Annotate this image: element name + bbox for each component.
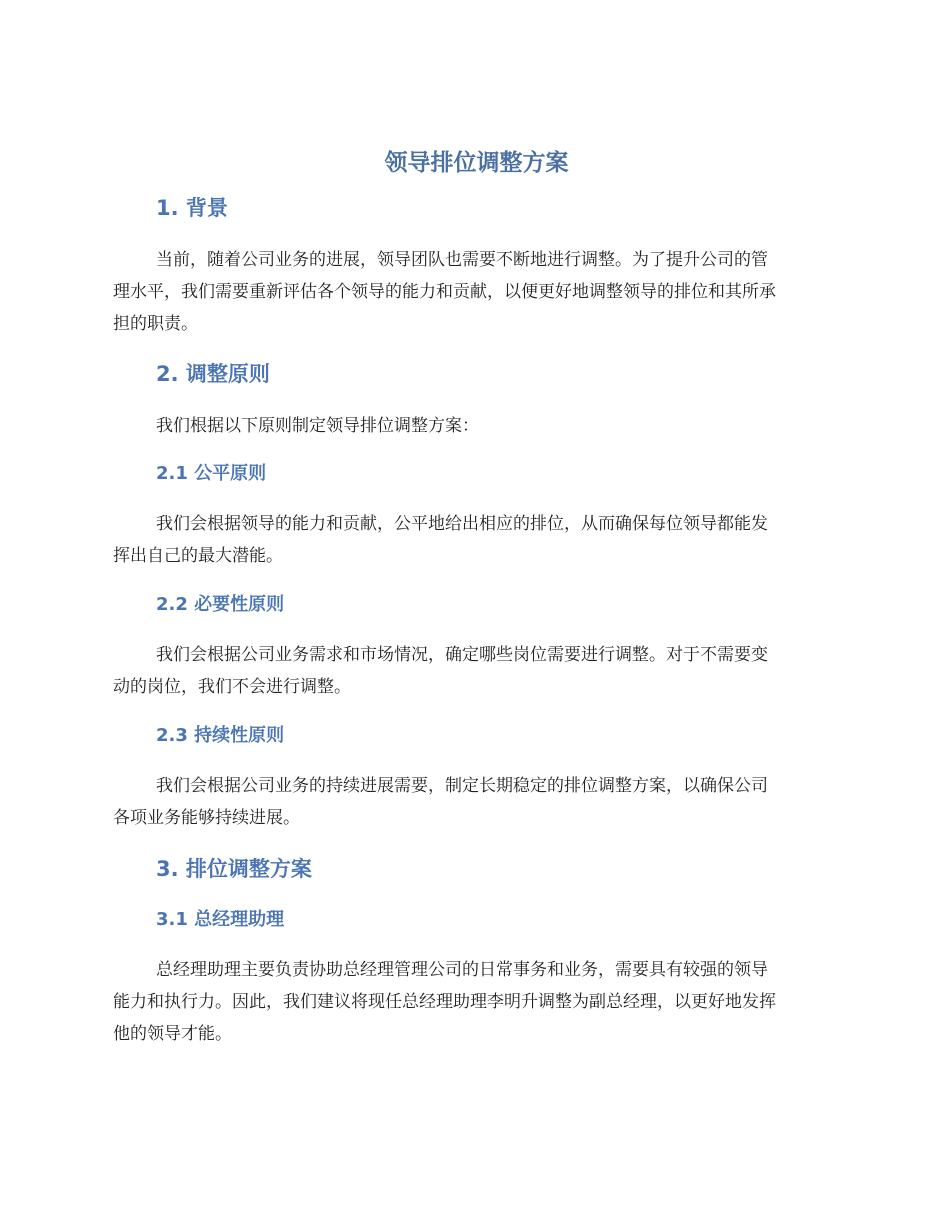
document-content <box>113 146 840 1050</box>
document-title: 领导排位调整方案 <box>384 150 569 176</box>
section-heading-background: 1. 背景 <box>156 196 228 220</box>
paragraph-line: 各项业务能够持续进展。 <box>113 808 300 828</box>
paragraph-line: 能力和执行力。因此，我们建议将现任总经理助理李明升调整为副总经理，以更好地发挥 <box>113 992 776 1012</box>
subsection-heading-sustainability: 2.3 持续性原则 <box>156 725 285 746</box>
paragraph-line: 我们会根据公司业务需求和市场情况，确定哪些岗位需要进行调整。对于不需要变 <box>156 645 768 665</box>
subsection-fairness-paragraph <box>113 508 840 572</box>
paragraph-line: 他的领导才能。 <box>113 1024 232 1044</box>
section-heading-principles: 2. 调整原则 <box>156 362 270 386</box>
subsection-heading-gm-assistant: 3.1 总经理助理 <box>156 909 285 930</box>
section-principles-intro <box>113 410 840 442</box>
paragraph-line: 我们会根据领导的能力和贡献，公平地给出相应的排位，从而确保每位领导都能发 <box>156 514 768 534</box>
paragraph-line: 我们根据以下原则制定领导排位调整方案： <box>156 416 479 436</box>
paragraph-line: 当前，随着公司业务的进展，领导团队也需要不断地进行调整。为了提升公司的管 <box>156 250 768 270</box>
paragraph-line: 担的职责。 <box>113 314 198 334</box>
paragraph-line: 动的岗位，我们不会进行调整。 <box>113 677 351 697</box>
subsection-heading-necessity: 2.2 必要性原则 <box>156 594 285 615</box>
paragraph-line: 我们会根据公司业务的持续进展需要，制定长期稳定的排位调整方案，以确保公司 <box>156 776 768 796</box>
section-background-paragraph <box>113 244 840 340</box>
paragraph-line: 挥出自己的最大潜能。 <box>113 546 283 566</box>
subsection-sustainability-paragraph <box>113 770 840 834</box>
paragraph-line: 理水平，我们需要重新评估各个领导的能力和贡献，以便更好地调整领导的排位和其所承 <box>113 282 776 302</box>
section-heading-adjustment-plan: 3. 排位调整方案 <box>156 857 312 881</box>
paragraph-line: 总经理助理主要负责协助总经理管理公司的日常事务和业务，需要具有较强的领导 <box>156 960 768 980</box>
subsection-gm-assistant-paragraph <box>113 954 840 1050</box>
subsection-necessity-paragraph <box>113 639 840 703</box>
subsection-heading-fairness: 2.1 公平原则 <box>156 463 267 484</box>
